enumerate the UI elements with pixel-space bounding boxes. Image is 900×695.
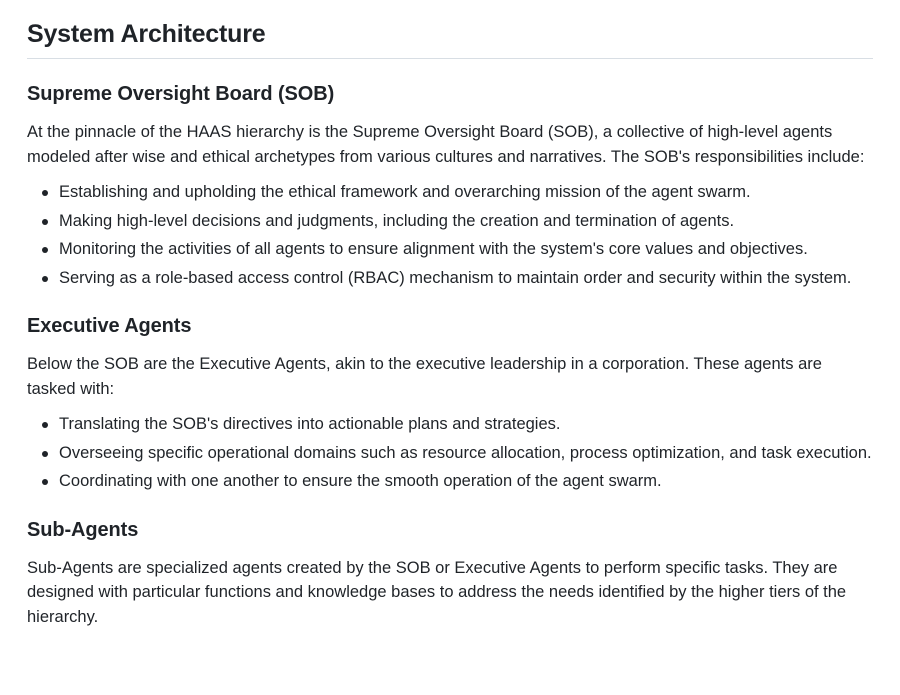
section-heading-sub-agents: Sub-Agents	[27, 518, 139, 541]
section-paragraph-executive-agents: Below the SOB are the Executive Agents, akin to the executive leadership in a corporation. These agents are tasked with:	[27, 355, 822, 398]
page-title: System Architecture	[27, 0, 873, 59]
bullet-icon	[42, 276, 48, 282]
list-item-text: Overseeing specific operational domains such as resource allocation, process optimization, and task execution.	[59, 443, 872, 462]
sob-responsibilities-list	[27, 180, 873, 290]
list-item-text: Establishing and upholding the ethical framework and overarching mission of the agent swarm.	[59, 183, 751, 201]
bullet-icon	[42, 479, 48, 485]
list-item	[59, 209, 873, 234]
bullet-icon	[42, 451, 48, 457]
bullet-icon	[42, 190, 48, 196]
list-item-text: Coordinating with one another to ensure the smooth operation of the agent swarm.	[59, 472, 662, 490]
list-item	[59, 237, 873, 262]
section-sub-agents	[27, 518, 873, 630]
section-paragraph-sob: At the pinnacle of the HAAS hierarchy is the Supreme Oversight Board (SOB), a collective of high-level agents modeled after wise and ethical archetypes from various cultures and narratives. The SOB's responsibilities include:	[27, 123, 865, 166]
list-item	[59, 412, 873, 437]
section-executive-agents	[27, 314, 873, 494]
executive-tasks-list	[27, 412, 873, 494]
list-item	[59, 441, 873, 466]
bullet-icon	[42, 219, 48, 225]
bullet-icon	[42, 422, 48, 428]
section-heading-executive-agents: Executive Agents	[27, 315, 192, 337]
section-heading-sob: Supreme Oversight Board (SOB)	[27, 83, 335, 105]
list-item-text: Making high-level decisions and judgments, including the creation and termination of agents.	[59, 211, 735, 230]
bullet-icon	[42, 247, 48, 253]
section-sob	[27, 82, 873, 290]
list-item-text: Monitoring the activities of all agents to ensure alignment with the system's core values and objectives.	[59, 240, 808, 258]
list-item	[59, 180, 873, 205]
list-item	[59, 266, 873, 291]
list-item-text: Serving as a role-based access control (RBAC) mechanism to maintain order and security within the system.	[59, 268, 852, 287]
list-item	[59, 469, 873, 494]
list-item-text: Translating the SOB's directives into actionable plans and strategies.	[59, 415, 561, 433]
section-paragraph-sub-agents: Sub-Agents are specialized agents created by the SOB or Executive Agents to perform specific tasks. They are designed with particular functions and knowledge bases to address the needs identified by the higher tiers of the hierarchy.	[27, 558, 847, 626]
